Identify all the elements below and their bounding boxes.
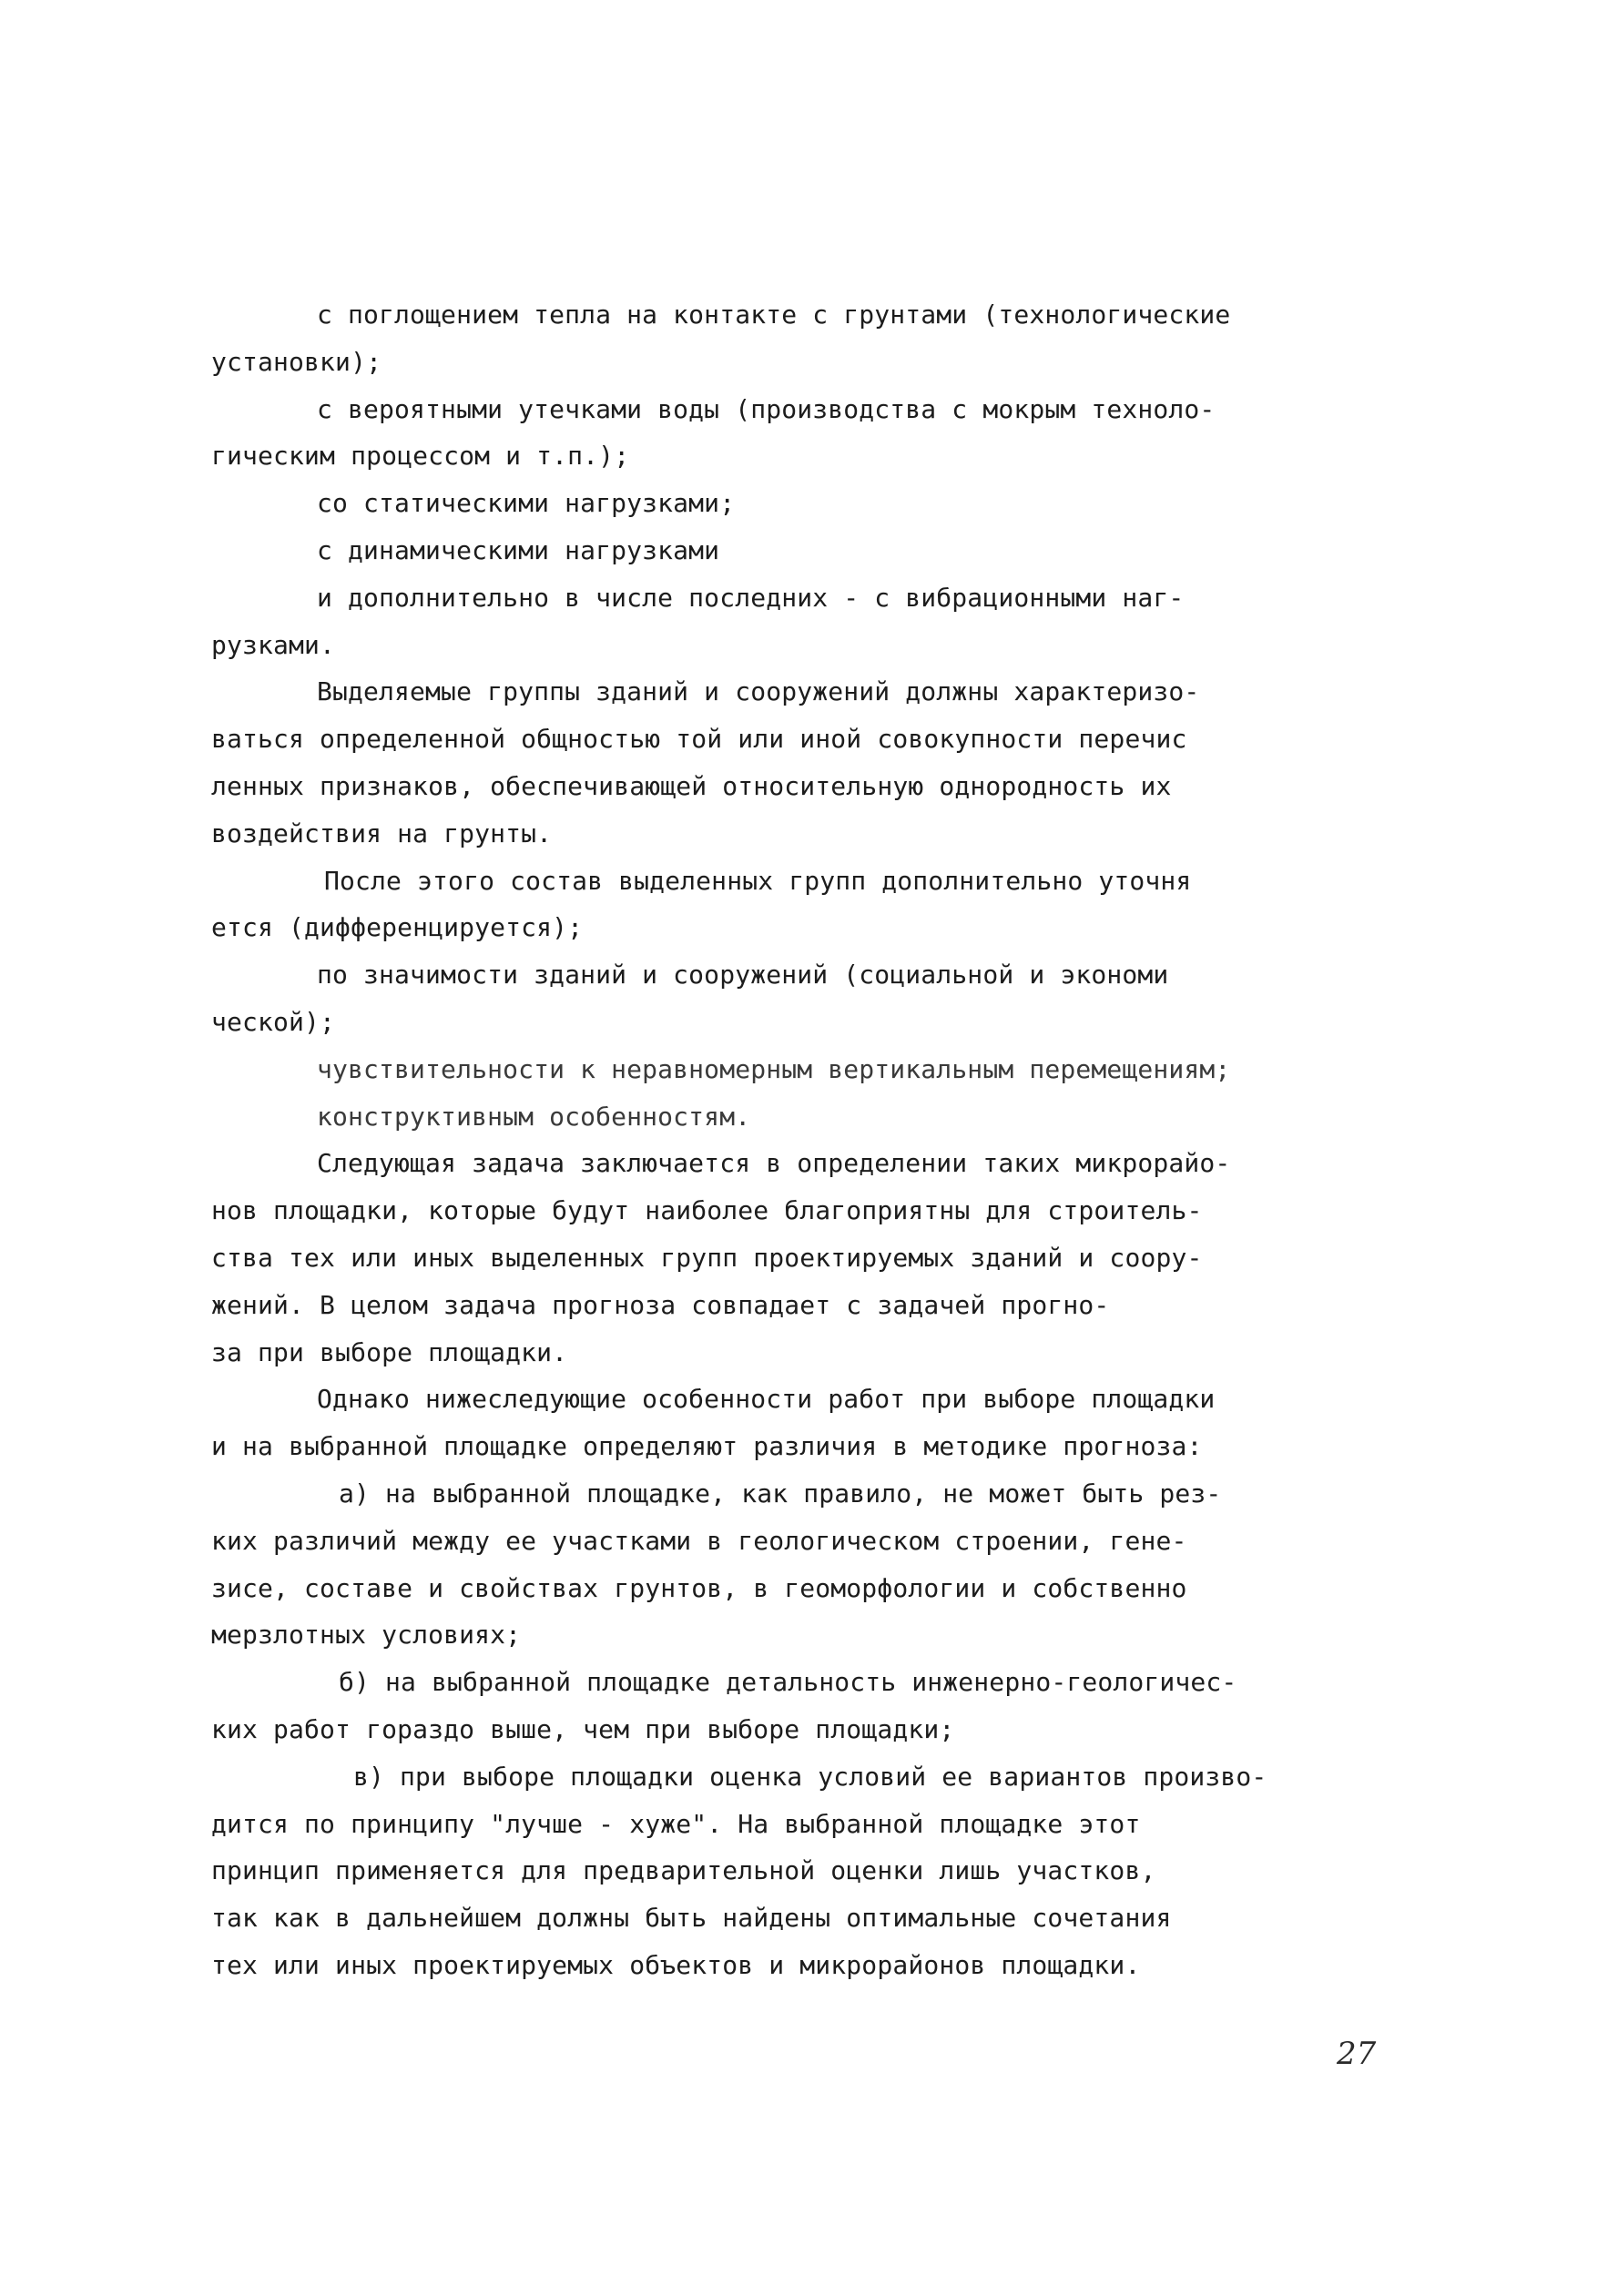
text-line: ких работ гораздо выше, чем при выборе площадки;	[211, 1713, 955, 1744]
body-text	[211, 291, 1395, 1989]
text-line: жений. В целом задача прогноза совпадает с задачей прогно-	[211, 1289, 1110, 1320]
text-line: ческой);	[211, 1006, 336, 1037]
text-line: Однако нижеследующие особенности работ при выборе площадки	[317, 1384, 1216, 1415]
text-line: ких различий между ее участками в геологическом строении, гене-	[211, 1525, 1187, 1556]
text-line: и на выбранной площадке определяют различия в методике прогноза:	[211, 1431, 1203, 1462]
text-line: с поглощением тепла на контакте с грунтами (технологические	[317, 300, 1231, 330]
text-line: конструктивным особенностям.	[317, 1101, 751, 1132]
text-line: в) при выборе площадки оценка условий ее вариантов произво-	[353, 1761, 1267, 1792]
text-line: тех или иных проектируемых объектов и микрорайонов площадки.	[211, 1949, 1141, 1980]
text-line: с динамическими нагрузками	[317, 534, 720, 565]
text-line: Следующая задача заключается в определении таких микрорайо-	[317, 1148, 1231, 1179]
text-line: по значимости зданий и сооружений (социальной и экономи	[317, 960, 1169, 991]
text-line: ства тех или иных выделенных групп проектируемых зданий и соору-	[211, 1242, 1203, 1273]
text-line: ется (дифференцируется);	[211, 912, 584, 943]
text-line: чувствительности к неравномерным вертикальным перемещениям;	[317, 1053, 1231, 1084]
text-line: ленных признаков, обеспечивающей относительную однородность их	[211, 770, 1172, 801]
page-number: 27	[1337, 2036, 1377, 2072]
text-line: за при выборе площадки.	[211, 1336, 568, 1367]
text-line: мерзлотных условиях;	[211, 1620, 522, 1651]
text-line: со статическими нагрузками;	[317, 488, 736, 519]
text-line: воздействия на грунты.	[211, 818, 553, 848]
text-line: а) на выбранной площадке, как правило, не может быть рез-	[339, 1478, 1222, 1509]
text-line: зисе, составе и свойствах грунтов, в геоморфологии и собственно	[211, 1572, 1187, 1603]
text-line: ваться определенной общностью той или иной совокупности перечис	[211, 724, 1187, 755]
text-line: Выделяемые группы зданий и сооружений должны характеризо-	[317, 676, 1200, 707]
text-line: с вероятными утечками воды (производства с мокрым техноло-	[317, 393, 1216, 424]
text-line: и дополнительно в числе последних - с вибрационными наг-	[317, 582, 1185, 613]
text-line: б) на выбранной площадке детальность инженерно-геологичес-	[339, 1667, 1237, 1698]
text-line: принцип применяется для предварительной оценки лишь участков,	[211, 1855, 1156, 1886]
text-line: гическим процессом и т.п.);	[211, 441, 630, 472]
text-line: рузками.	[211, 629, 336, 660]
text-line: установки);	[211, 346, 382, 377]
text-line: так как в дальнейшем должны быть найдены оптимальные сочетания	[211, 1903, 1172, 1934]
text-line: нов площадки, которые будут наиболее благоприятны для строитель-	[211, 1195, 1203, 1226]
text-line: После этого состав выделенных групп дополнительно уточня	[324, 865, 1192, 896]
text-line: дится по принципу "лучше - хуже". На выбранной площадке этот	[211, 1808, 1141, 1839]
